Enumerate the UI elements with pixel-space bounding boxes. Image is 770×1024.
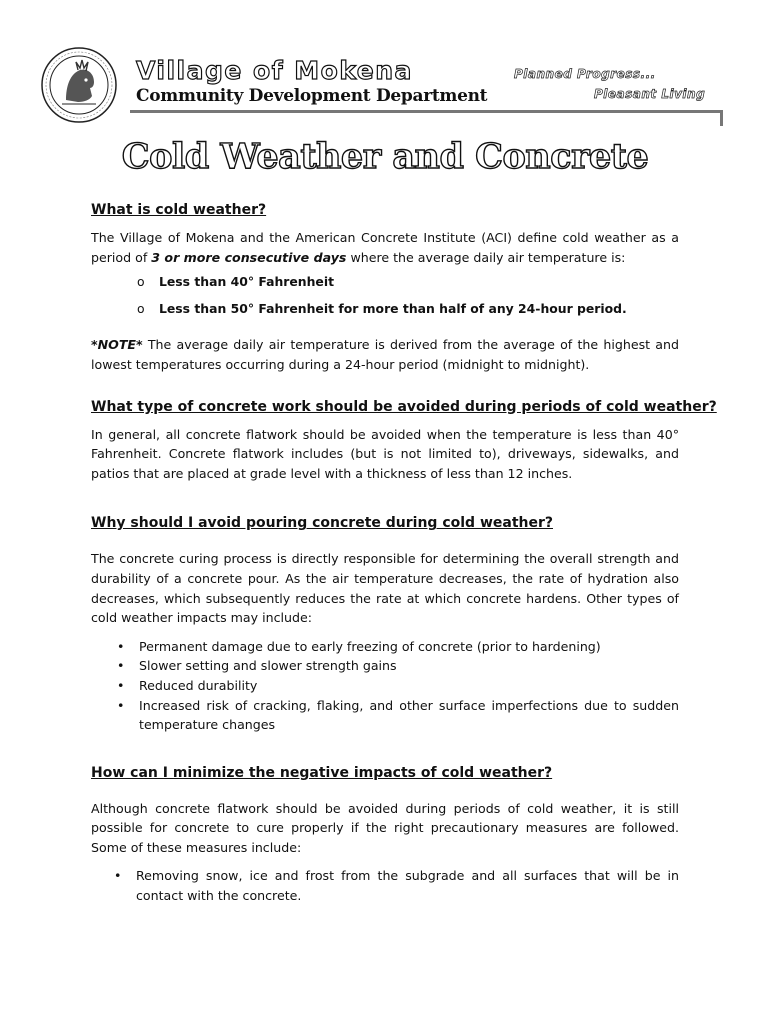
section1-intro-emphasis: 3 or more consecutive days	[151, 249, 347, 265]
section2-body: In general, all concrete flatwork should be avoided when the temperature is less than 40° Fahrenheit. Concrete flatwork includes (but is not limited to), driveways, sidewalks, and patios that are placed at grade level with a thickness of less than 12 inches.	[91, 426, 679, 481]
cold-weather-impacts-list	[91, 637, 679, 735]
section1-intro-a: The Village of Mokena and the American Concrete Institute (ACI) define cold weather as a period of	[91, 230, 679, 265]
bullet-icon: •	[117, 638, 125, 654]
page-title: Cold Weather and Concrete	[121, 136, 649, 177]
document-body	[91, 200, 717, 906]
department-name: Community Development Department	[136, 86, 488, 106]
section-heading-why-avoid-pouring: Why should I avoid pouring concrete during cold weather?	[91, 515, 553, 532]
header-rule-end	[720, 110, 723, 126]
list-item	[137, 299, 679, 319]
tagline-pleasant-living: Pleasant Living	[594, 87, 706, 101]
section3-body: The concrete curing process is directly responsible for determining the overall strength and durability of a concrete pour. As the air temperature decreases, the rate of hydration also decreases, which subsequently reduces the rate at which concrete hardens. Other types of cold weather impacts may include:	[91, 551, 679, 626]
list-item-text: Removing snow, ice and frost from the subgrade and all surfaces that will be in contact with the concrete.	[136, 868, 679, 904]
note-paragraph	[91, 335, 679, 374]
section-heading-minimize-impacts: How can I minimize the negative impacts of cold weather?	[91, 764, 553, 781]
list-item-text: Reduced durability	[139, 677, 258, 693]
precaution-measures-list	[91, 866, 679, 905]
section-heading-what-is-cold-weather: What is cold weather?	[91, 202, 267, 218]
circle-bullet-icon: o	[137, 300, 145, 316]
header-rule	[130, 110, 720, 113]
list-item	[117, 656, 679, 676]
letterhead	[38, 44, 728, 128]
section1-intro	[91, 228, 679, 267]
bullet-icon: •	[117, 677, 125, 693]
list-item	[117, 676, 679, 696]
section-heading-concrete-work-to-avoid: What type of concrete work should be avoided during periods of cold weather?	[91, 398, 717, 415]
list-item-text: Permanent damage due to early freezing of concrete (prior to hardening)	[139, 638, 601, 654]
list-item-text: Less than 40° Fahrenheit	[159, 274, 335, 290]
note-text: The average daily air temperature is derived from the average of the highest and lowest temperatures occurring during a 24-hour period (midnight to midnight).	[91, 337, 679, 372]
list-item	[117, 696, 679, 735]
list-item-text: Increased risk of cracking, flaking, and other surface imperfections due to sudden temperature changes	[139, 697, 679, 733]
list-item	[117, 637, 679, 657]
village-seal-icon	[40, 46, 118, 124]
section1-intro-b: where the average daily air temperature is:	[346, 249, 626, 265]
list-item	[114, 866, 679, 905]
cold-weather-criteria-list	[91, 272, 679, 318]
note-label: *NOTE*	[91, 337, 143, 353]
list-item-text: Slower setting and slower strength gains	[139, 658, 397, 674]
tagline-planned-progress: Planned Progress...	[514, 67, 656, 81]
bullet-icon: •	[117, 697, 125, 713]
list-item	[137, 272, 679, 292]
bullet-icon: •	[117, 658, 125, 674]
bullet-icon: •	[114, 868, 122, 884]
section4-body: Although concrete flatwork should be avoided during periods of cold weather, it is still possible for concrete to cure properly if the right precautionary measures are followed. Some of these measures include:	[91, 800, 679, 855]
circle-bullet-icon: o	[137, 274, 145, 290]
village-name: Village of Mokena	[136, 56, 413, 85]
list-item-text: Less than 50° Fahrenheit for more than half of any 24-hour period.	[159, 300, 627, 316]
